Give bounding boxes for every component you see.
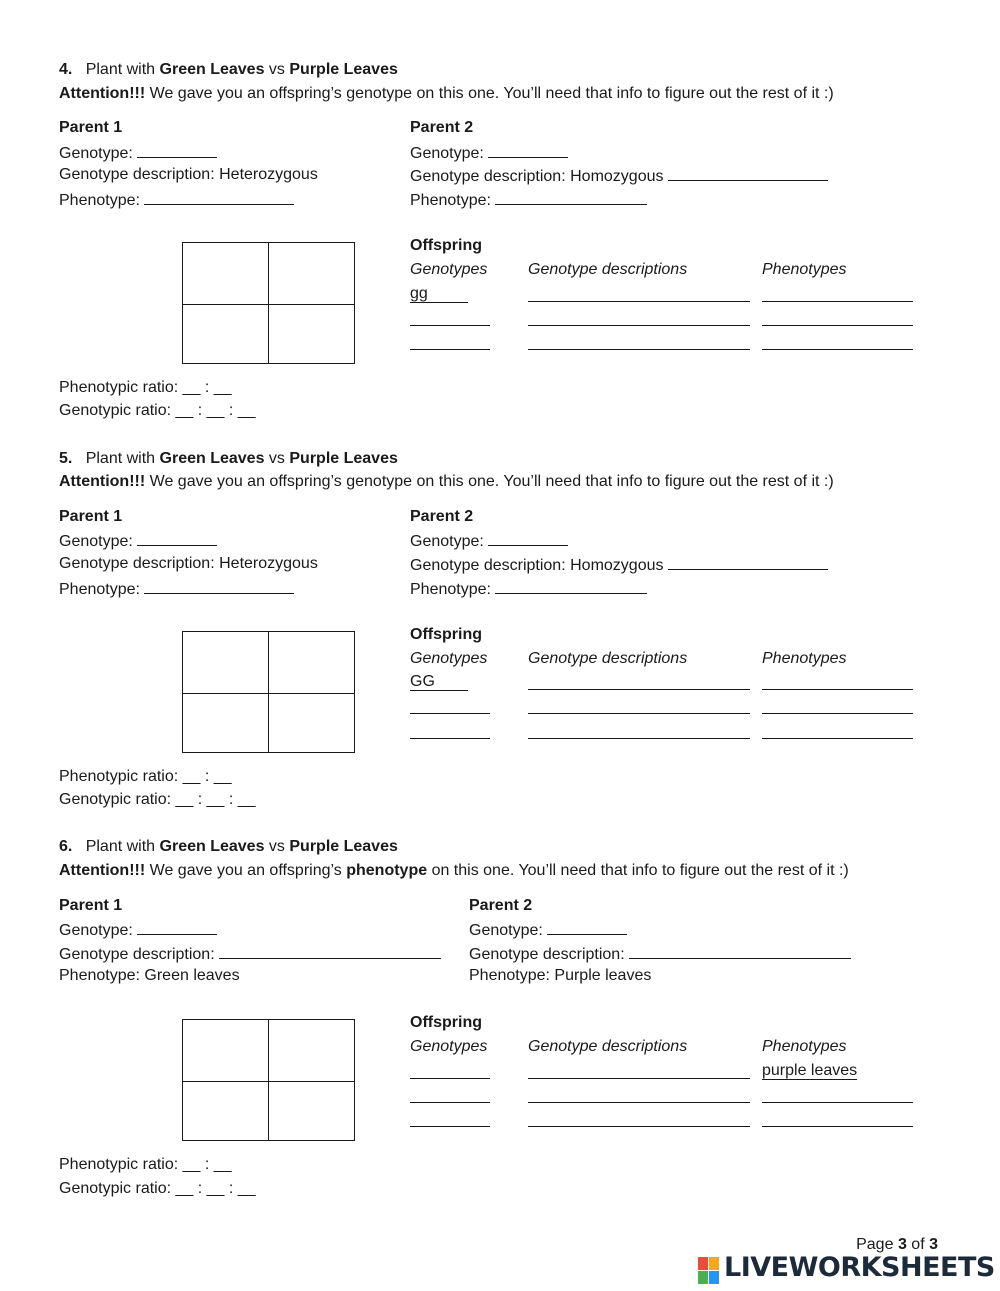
parent2-heading: Parent 2 xyxy=(410,119,474,136)
parent1-genotype-input[interactable] xyxy=(137,919,217,935)
offspring-desc-input[interactable] xyxy=(528,1102,750,1103)
offspring-genotype-input[interactable] xyxy=(410,713,490,714)
parent2-genotype xyxy=(410,142,568,164)
label: Phenotype: xyxy=(59,192,140,209)
offspring-pheno-input[interactable] xyxy=(762,689,913,690)
attention-note xyxy=(59,861,849,881)
label: Genotype: xyxy=(410,145,484,162)
logo-block xyxy=(709,1271,719,1284)
parent1-genotype xyxy=(59,530,217,552)
parent2-genotype-input[interactable] xyxy=(488,530,568,546)
problem-number: 4. xyxy=(59,61,73,78)
punnett-cell[interactable] xyxy=(269,1020,354,1081)
label: Phenotype: xyxy=(410,192,491,209)
vs-text: vs xyxy=(268,838,285,855)
parent1-heading: Parent 1 xyxy=(59,508,123,525)
parent2-description-input[interactable] xyxy=(668,554,828,570)
parent1-heading: Parent 1 xyxy=(59,897,123,914)
parent1-genotype-input[interactable] xyxy=(137,142,217,158)
label: Genotype: xyxy=(410,533,484,550)
offspring-pheno-input[interactable] xyxy=(762,325,913,326)
vs-text: vs xyxy=(268,61,285,78)
punnett-cell[interactable] xyxy=(269,243,354,304)
trait-b: Purple Leaves xyxy=(289,61,398,78)
offspring-genotype-input[interactable] xyxy=(410,1078,490,1079)
offspring-pheno-input[interactable] xyxy=(762,1102,913,1103)
given-phenotype: purple leaves xyxy=(762,1062,858,1079)
offspring-heading: Offspring xyxy=(410,237,482,254)
genotypic-ratio[interactable]: Genotypic ratio: __ : __ : __ xyxy=(59,402,256,419)
trait-b: Purple Leaves xyxy=(289,450,398,467)
parent2-heading: Parent 2 xyxy=(410,508,474,525)
offspring-desc-input[interactable] xyxy=(528,1078,750,1079)
logo-block xyxy=(698,1257,708,1270)
parent1-genotype xyxy=(59,142,217,164)
offspring-genotype-input[interactable] xyxy=(410,1126,490,1127)
col-phenotypes: Phenotypes xyxy=(762,1038,847,1055)
offspring-phenotype-given xyxy=(762,1061,857,1081)
offspring-desc-input[interactable] xyxy=(528,349,750,350)
offspring-genotype-input[interactable] xyxy=(410,1102,490,1103)
parent1-genotype-input[interactable] xyxy=(137,530,217,546)
label: Genotype description: xyxy=(469,946,625,963)
col-genotypes: Genotypes xyxy=(410,1038,488,1055)
parent1-phenotype xyxy=(59,966,240,986)
attention-label: Attention!!! xyxy=(59,473,146,490)
page-total: 3 xyxy=(929,1236,938,1253)
value: Heterozygous xyxy=(219,166,318,183)
parent2-genotype xyxy=(469,919,627,941)
value: Homozygous xyxy=(570,557,664,574)
parent2-description xyxy=(410,165,828,187)
col-genotypes: Genotypes xyxy=(410,261,488,278)
logo-wordmark: LIVEWORKSHEETS xyxy=(724,1252,995,1283)
punnett-cell[interactable] xyxy=(269,1082,354,1140)
parent1-phenotype-input[interactable] xyxy=(144,578,294,594)
offspring-pheno-input[interactable] xyxy=(762,301,913,302)
offspring-genotype-input[interactable] xyxy=(410,349,490,350)
problem-title xyxy=(59,837,398,857)
col-phenotypes: Phenotypes xyxy=(762,650,847,667)
trait-a: Green Leaves xyxy=(159,838,265,855)
label: Genotype: xyxy=(59,145,133,162)
attention-text: We gave you an offspring’s xyxy=(149,473,342,490)
parent1-description xyxy=(59,943,441,965)
parent2-phenotype-input[interactable] xyxy=(495,189,647,205)
offspring-pheno-input[interactable] xyxy=(762,738,913,739)
genotypic-ratio[interactable]: Genotypic ratio: __ : __ : __ xyxy=(59,1180,256,1197)
punnett-cell[interactable] xyxy=(183,694,268,752)
trait-a: Green Leaves xyxy=(159,450,265,467)
attention-label: Attention!!! xyxy=(59,85,146,102)
parent2-genotype-input[interactable] xyxy=(488,142,568,158)
phenotypic-ratio[interactable]: Phenotypic ratio: __ : __ xyxy=(59,379,232,396)
label: Phenotype: xyxy=(59,581,140,598)
problem-title xyxy=(59,449,398,469)
page-current: 3 xyxy=(897,1236,907,1253)
punnett-square xyxy=(182,1019,355,1141)
offspring-genotype-input[interactable] xyxy=(410,325,490,326)
punnett-cell[interactable] xyxy=(183,243,268,304)
col-phenotypes: Phenotypes xyxy=(762,261,847,278)
parent2-genotype xyxy=(410,530,568,552)
punnett-cell[interactable] xyxy=(183,305,268,363)
phenotypic-ratio[interactable]: Phenotypic ratio: __ : __ xyxy=(59,768,232,785)
parent1-phenotype xyxy=(59,578,294,600)
logo-blocks-icon xyxy=(698,1257,720,1285)
label: Genotype: xyxy=(469,922,543,939)
label: Genotype: xyxy=(59,922,133,939)
logo-block xyxy=(698,1271,708,1284)
parent2-description xyxy=(410,554,828,576)
page-of: of xyxy=(911,1236,925,1253)
punnett-cell[interactable] xyxy=(269,694,354,752)
offspring-genotype-input[interactable] xyxy=(410,738,490,739)
attention-key: phenotype xyxy=(346,862,428,879)
logo-block xyxy=(709,1257,719,1270)
label: Genotype description: xyxy=(59,555,215,572)
parent1-phenotype-input[interactable] xyxy=(144,189,294,205)
label: Phenotype: xyxy=(59,967,140,984)
offspring-desc-input[interactable] xyxy=(528,325,750,326)
punnett-cell[interactable] xyxy=(183,1020,268,1081)
value: Homozygous xyxy=(570,168,664,185)
label: Genotype description: xyxy=(59,166,215,183)
parent1-description xyxy=(59,554,318,574)
value: Heterozygous xyxy=(219,555,318,572)
parent1-description xyxy=(59,165,318,185)
parent1-genotype xyxy=(59,919,217,941)
value: Purple leaves xyxy=(554,967,652,984)
attention-text: on this one. You’ll need that info to figure out the rest of it :) xyxy=(416,473,834,490)
col-descriptions: Genotype descriptions xyxy=(528,1038,688,1055)
label: Genotype description: xyxy=(59,946,215,963)
title-text: Plant with xyxy=(85,61,156,78)
parent1-heading: Parent 1 xyxy=(59,119,123,136)
label: Genotype description: xyxy=(410,168,566,185)
parent2-phenotype xyxy=(469,966,651,986)
attention-key: genotype xyxy=(346,473,413,490)
col-genotypes: Genotypes xyxy=(410,650,488,667)
attention-label: Attention!!! xyxy=(59,862,146,879)
punnett-cell[interactable] xyxy=(269,305,354,363)
parent2-description xyxy=(469,943,851,965)
offspring-pheno-input[interactable] xyxy=(762,1126,913,1127)
title-text: Plant with xyxy=(85,838,156,855)
parent2-heading: Parent 2 xyxy=(469,897,533,914)
label: Genotype: xyxy=(59,533,133,550)
given-genotype: GG xyxy=(410,673,468,691)
attention-text: We gave you an offspring’s xyxy=(149,85,342,102)
attention-note xyxy=(59,84,834,104)
col-descriptions: Genotype descriptions xyxy=(528,261,688,278)
problem-number: 5. xyxy=(59,450,73,467)
parent2-phenotype-input[interactable] xyxy=(495,578,647,594)
offspring-heading: Offspring xyxy=(410,626,482,643)
parent2-genotype-input[interactable] xyxy=(547,919,627,935)
label: Phenotype: xyxy=(469,967,550,984)
offspring-desc-input[interactable] xyxy=(528,713,750,714)
offspring-pheno-input[interactable] xyxy=(762,349,913,350)
punnett-cell[interactable] xyxy=(183,632,268,693)
parent2-description-input[interactable] xyxy=(629,943,851,959)
offspring-heading: Offspring xyxy=(410,1014,482,1031)
parent1-description-input[interactable] xyxy=(219,943,441,959)
attention-text: We gave you an offspring’s xyxy=(149,862,342,879)
given-genotype: gg xyxy=(410,285,468,303)
vs-text: vs xyxy=(268,450,285,467)
col-descriptions: Genotype descriptions xyxy=(528,650,688,667)
offspring-genotype-given xyxy=(410,284,468,304)
offspring-genotype-given xyxy=(410,672,468,692)
problem-title xyxy=(59,60,398,80)
attention-key: genotype xyxy=(346,85,413,102)
punnett-cell[interactable] xyxy=(269,632,354,693)
attention-note xyxy=(59,472,834,492)
attention-text: on this one. You’ll need that info to figure out the rest of it :) xyxy=(431,862,849,879)
trait-b: Purple Leaves xyxy=(289,838,398,855)
value: Green leaves xyxy=(144,967,240,984)
phenotypic-ratio[interactable]: Phenotypic ratio: __ : __ xyxy=(59,1156,232,1173)
label: Genotype description: xyxy=(410,557,566,574)
offspring-desc-input[interactable] xyxy=(528,689,750,690)
page-label: Page xyxy=(856,1236,894,1253)
parent2-phenotype xyxy=(410,189,647,211)
trait-a: Green Leaves xyxy=(159,61,265,78)
offspring-pheno-input[interactable] xyxy=(762,713,913,714)
offspring-desc-input[interactable] xyxy=(528,301,750,302)
attention-text: on this one. You’ll need that info to figure out the rest of it :) xyxy=(416,85,834,102)
offspring-desc-input[interactable] xyxy=(528,1126,750,1127)
parent2-description-input[interactable] xyxy=(668,165,828,181)
title-text: Plant with xyxy=(85,450,156,467)
offspring-desc-input[interactable] xyxy=(528,738,750,739)
problem-number: 6. xyxy=(59,838,73,855)
label: Phenotype: xyxy=(410,581,491,598)
punnett-square xyxy=(182,631,355,753)
punnett-cell[interactable] xyxy=(183,1082,268,1140)
punnett-square xyxy=(182,242,355,364)
parent1-phenotype xyxy=(59,189,294,211)
genotypic-ratio[interactable]: Genotypic ratio: __ : __ : __ xyxy=(59,791,256,808)
parent2-phenotype xyxy=(410,578,647,600)
